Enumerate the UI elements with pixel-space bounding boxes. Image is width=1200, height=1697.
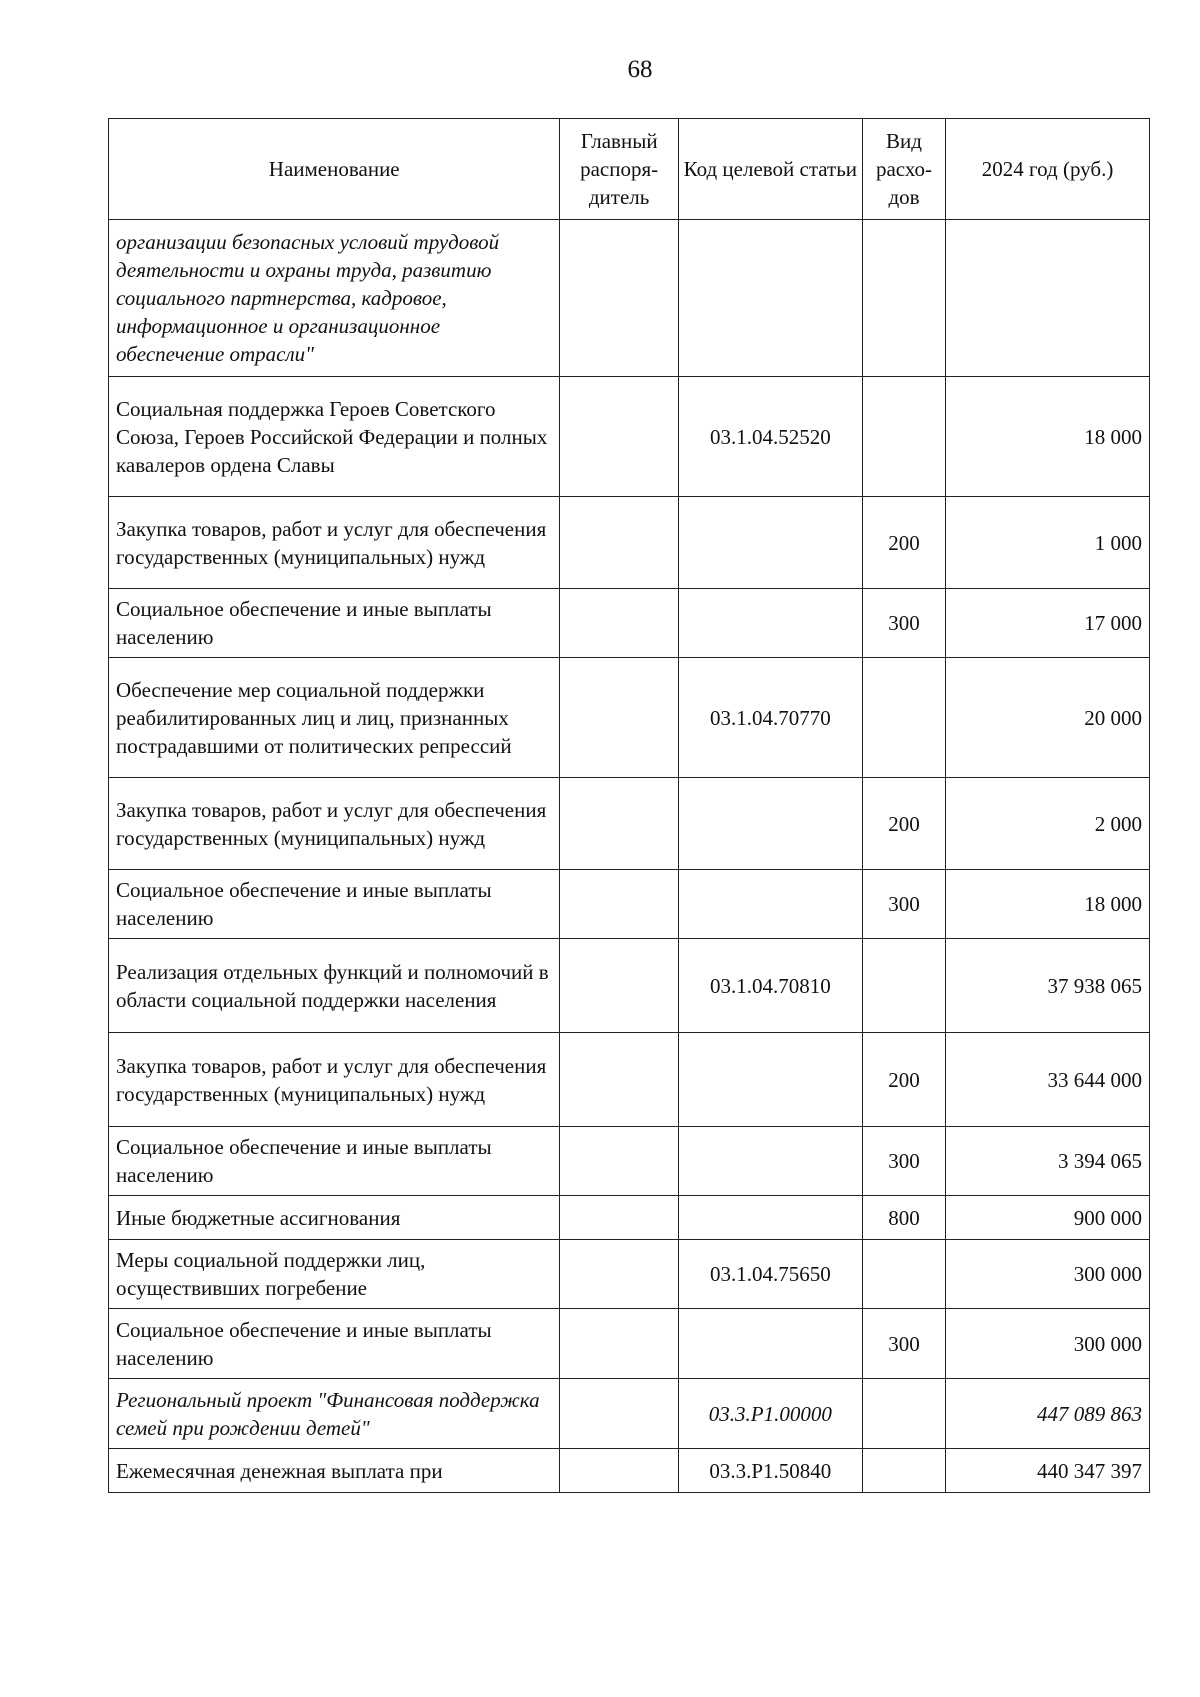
page-number: 68 — [627, 56, 653, 83]
row-name: Закупка товаров, работ и услуг для обеспечения государственных (муниципальных) нужд — [109, 778, 560, 870]
row-amount: 1 000 — [946, 497, 1150, 589]
table-row — [109, 870, 1150, 939]
row-name: Ежемесячная денежная выплата при — [109, 1449, 560, 1493]
row-name: Реализация отдельных функций и полномочий в области социальной поддержки населения — [109, 939, 560, 1033]
row-type — [862, 1379, 945, 1449]
row-type — [862, 658, 945, 778]
row-manager — [560, 589, 678, 658]
table-row — [109, 589, 1150, 658]
row-name: Закупка товаров, работ и услуг для обеспечения государственных (муниципальных) нужд — [109, 1033, 560, 1127]
row-manager — [560, 939, 678, 1033]
table-row — [109, 658, 1150, 778]
row-manager — [560, 1379, 678, 1449]
row-amount: 17 000 — [946, 589, 1150, 658]
row-code — [678, 220, 862, 377]
row-code — [678, 497, 862, 589]
row-code: 03.1.04.70810 — [678, 939, 862, 1033]
row-name: Региональный проект "Финансовая поддержка семей при рождении детей" — [109, 1379, 560, 1449]
table-row — [109, 939, 1150, 1033]
row-code — [678, 589, 862, 658]
row-code — [678, 870, 862, 939]
row-type: 300 — [862, 1127, 945, 1196]
row-name: Социальная поддержка Героев Советского Союза, Героев Российской Федерации и полных кавалеров ордена Славы — [109, 377, 560, 497]
row-code: 03.1.04.52520 — [678, 377, 862, 497]
table-row — [109, 1033, 1150, 1127]
row-code: 03.1.04.75650 — [678, 1240, 862, 1309]
row-type: 300 — [862, 870, 945, 939]
row-name: Иные бюджетные ассигнования — [109, 1196, 560, 1240]
row-amount: 37 938 065 — [946, 939, 1150, 1033]
row-type — [862, 220, 945, 377]
row-name: организации безопасных условий трудовой деятельности и охраны труда, развитию социального партнерства, кадровое, информационное и организационное обеспечение отрасли" — [109, 220, 560, 377]
row-name: Обеспечение мер социальной поддержки реабилитированных лиц и лиц, признанных пострадавшими от политических репрессий — [109, 658, 560, 778]
row-amount: 18 000 — [946, 870, 1150, 939]
row-code — [678, 1033, 862, 1127]
row-manager — [560, 497, 678, 589]
col-header-name: Наименование — [109, 119, 560, 220]
table-row — [109, 497, 1150, 589]
table-row — [109, 778, 1150, 870]
row-amount — [946, 220, 1150, 377]
row-manager — [560, 658, 678, 778]
col-header-code: Код целевой статьи — [678, 119, 862, 220]
row-amount: 300 000 — [946, 1240, 1150, 1309]
row-amount: 300 000 — [946, 1309, 1150, 1379]
row-type: 200 — [862, 778, 945, 870]
table-row — [109, 1449, 1150, 1493]
row-manager — [560, 778, 678, 870]
row-type: 800 — [862, 1196, 945, 1240]
row-manager — [560, 1309, 678, 1379]
col-header-manager: Главный распоря-дитель — [560, 119, 678, 220]
col-header-type: Вид расхо-дов — [862, 119, 945, 220]
row-name: Меры социальной поддержки лиц, осуществивших погребение — [109, 1240, 560, 1309]
row-type: 200 — [862, 497, 945, 589]
row-name: Социальное обеспечение и иные выплаты населению — [109, 589, 560, 658]
row-code — [678, 1196, 862, 1240]
row-code: 03.3.Р1.50840 — [678, 1449, 862, 1493]
row-amount: 447 089 863 — [946, 1379, 1150, 1449]
row-name: Социальное обеспечение и иные выплаты населению — [109, 1127, 560, 1196]
row-type: 200 — [862, 1033, 945, 1127]
row-code — [678, 1309, 862, 1379]
row-manager — [560, 1196, 678, 1240]
table-header-row — [109, 119, 1150, 220]
row-manager — [560, 220, 678, 377]
row-type — [862, 1449, 945, 1493]
row-manager — [560, 1449, 678, 1493]
row-amount: 20 000 — [946, 658, 1150, 778]
row-amount: 3 394 065 — [946, 1127, 1150, 1196]
row-amount: 33 644 000 — [946, 1033, 1150, 1127]
row-type — [862, 1240, 945, 1309]
row-amount: 18 000 — [946, 377, 1150, 497]
row-code: 03.1.04.70770 — [678, 658, 862, 778]
table-row — [109, 1309, 1150, 1379]
row-manager — [560, 1127, 678, 1196]
row-code: 03.3.Р1.00000 — [678, 1379, 862, 1449]
table-row — [109, 377, 1150, 497]
row-manager — [560, 377, 678, 497]
table-row — [109, 1196, 1150, 1240]
row-code — [678, 1127, 862, 1196]
row-manager — [560, 1240, 678, 1309]
row-amount: 2 000 — [946, 778, 1150, 870]
table-row — [109, 1379, 1150, 1449]
row-name: Закупка товаров, работ и услуг для обеспечения государственных (муниципальных) нужд — [109, 497, 560, 589]
row-manager — [560, 1033, 678, 1127]
row-type — [862, 377, 945, 497]
row-type: 300 — [862, 1309, 945, 1379]
row-code — [678, 778, 862, 870]
budget-table — [108, 118, 1150, 1493]
table-row — [109, 220, 1150, 377]
row-manager — [560, 870, 678, 939]
row-type — [862, 939, 945, 1033]
row-name: Социальное обеспечение и иные выплаты населению — [109, 1309, 560, 1379]
row-name: Социальное обеспечение и иные выплаты населению — [109, 870, 560, 939]
row-amount: 440 347 397 — [946, 1449, 1150, 1493]
row-amount: 900 000 — [946, 1196, 1150, 1240]
col-header-year: 2024 год (руб.) — [946, 119, 1150, 220]
table-row — [109, 1240, 1150, 1309]
row-type: 300 — [862, 589, 945, 658]
table-row — [109, 1127, 1150, 1196]
